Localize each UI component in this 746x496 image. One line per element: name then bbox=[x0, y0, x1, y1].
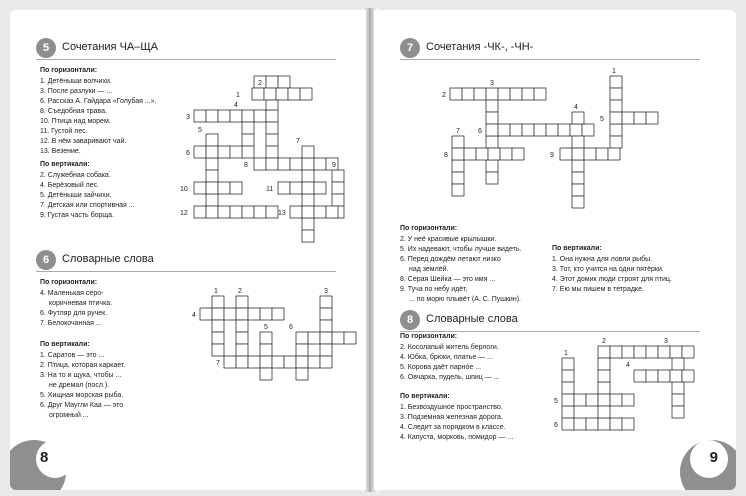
across-heading: По горизонтали: bbox=[40, 67, 98, 74]
clue: 1. Саратов — это ... bbox=[40, 352, 105, 359]
svg-text:7: 7 bbox=[216, 360, 220, 367]
clue: 9. Густая часть борща. bbox=[40, 212, 115, 219]
clue: 8. Съедобная трава. bbox=[40, 108, 107, 115]
clue: 3. Подземная железная дорога. bbox=[400, 414, 503, 421]
svg-text:1: 1 bbox=[214, 288, 218, 295]
clue: 2. Косолапый житель берлоги. bbox=[400, 344, 499, 351]
svg-text:3: 3 bbox=[490, 80, 494, 87]
svg-text:4: 4 bbox=[574, 104, 578, 111]
across-heading: По горизонтали: bbox=[40, 279, 98, 286]
section-5-title: Сочетания ЧА–ЩА bbox=[62, 41, 159, 53]
clue: 2. У неё красивые крылышки. bbox=[400, 236, 497, 243]
svg-text:3: 3 bbox=[186, 114, 190, 121]
down-heading: По вертикали: bbox=[40, 161, 90, 168]
svg-text:2: 2 bbox=[602, 338, 606, 345]
left-page bbox=[10, 10, 366, 490]
page-number-badge-left bbox=[10, 420, 80, 490]
clue: 7. Белокочанная ... bbox=[40, 320, 102, 327]
svg-text:3: 3 bbox=[664, 338, 668, 345]
svg-text:4: 4 bbox=[234, 102, 238, 109]
svg-text:6: 6 bbox=[186, 150, 190, 157]
crossword-8-grid[interactable] bbox=[374, 10, 736, 490]
clue: ... по морю плывёт (А. С. Пушкин). bbox=[409, 296, 521, 303]
section-6-header bbox=[36, 250, 336, 272]
svg-text:10: 10 bbox=[180, 186, 188, 193]
clue: огромный ... bbox=[49, 412, 89, 419]
clue: 1. Детёныши волчихи. bbox=[40, 78, 112, 85]
section-5-number: 5 bbox=[36, 38, 56, 58]
svg-text:5: 5 bbox=[264, 324, 268, 331]
section-7-title: Сочетания -ЧК-, -ЧН- bbox=[426, 41, 534, 53]
clue: 5. Их надевают, чтобы лучше видеть. bbox=[400, 246, 522, 253]
clue: 5. Хищная морская рыба. bbox=[40, 392, 124, 399]
svg-text:2: 2 bbox=[238, 288, 242, 295]
svg-text:5: 5 bbox=[554, 398, 558, 405]
svg-text:6: 6 bbox=[478, 128, 482, 135]
down-heading: По вертикали: bbox=[552, 245, 602, 252]
svg-text:8: 8 bbox=[244, 162, 248, 169]
crossword-8-cells bbox=[562, 346, 694, 430]
section-7-number: 7 bbox=[400, 38, 420, 58]
section-6-across-clues bbox=[40, 278, 112, 329]
svg-text:1: 1 bbox=[564, 350, 568, 357]
clue: 1. Она нужна для ловли рыбы. bbox=[552, 256, 653, 263]
svg-text:7: 7 bbox=[296, 138, 300, 145]
across-heading: По горизонтали: bbox=[400, 333, 458, 340]
svg-text:11: 11 bbox=[266, 186, 274, 193]
clue: 13. Везение. bbox=[40, 148, 81, 155]
clue: 11. Густой лес. bbox=[40, 128, 88, 135]
svg-text:3: 3 bbox=[324, 288, 328, 295]
clue: 7. Ею мы пишем в тетрадке. bbox=[552, 286, 644, 293]
clue: 6. Футляр для ручек. bbox=[40, 310, 108, 317]
clue: 4. Капуста, морковь, помидор — ... bbox=[400, 434, 514, 441]
clue: 6. Перед дождём летают низко bbox=[400, 256, 501, 263]
clue: 5. Корова даёт парно́е ... bbox=[400, 364, 482, 371]
clue: коричневая птичка. bbox=[49, 300, 113, 307]
clue: 6. Рассказ А. Гайдара «Голубая ...». bbox=[40, 98, 157, 105]
down-heading: По вертикали: bbox=[40, 341, 90, 348]
clue: 4. Маленькая серо- bbox=[40, 290, 104, 297]
clue: 3. На то и щука, чтобы ... bbox=[40, 372, 122, 379]
clue: 3. Тот, кто учится на одни пятёрки. bbox=[552, 266, 664, 273]
clue: 6. Овчарка, пудель, шпиц — ... bbox=[400, 374, 500, 381]
svg-text:1: 1 bbox=[612, 68, 616, 75]
right-page bbox=[374, 10, 736, 490]
clue: 5. Детёныши зайчихи. bbox=[40, 192, 112, 199]
svg-text:1: 1 bbox=[236, 92, 240, 99]
svg-text:13: 13 bbox=[278, 210, 286, 217]
page-number: 8 bbox=[40, 449, 49, 466]
svg-text:7: 7 bbox=[456, 128, 460, 135]
clue: 4. Юбка, брюки, платье — ... bbox=[400, 354, 493, 361]
svg-text:9: 9 bbox=[550, 152, 554, 159]
section-6-number: 6 bbox=[36, 250, 56, 270]
clue: 4. Берёзовый лес. bbox=[40, 182, 100, 189]
svg-text:6: 6 bbox=[289, 324, 293, 331]
down-heading: По вертикали: bbox=[400, 393, 450, 400]
clue: 12. В нём заваривают чай. bbox=[40, 138, 127, 145]
clue: 8. Серая Шейка — это имя ... bbox=[400, 276, 496, 283]
section-6-down-clues bbox=[40, 340, 125, 421]
svg-text:4: 4 bbox=[192, 312, 196, 319]
svg-text:2: 2 bbox=[258, 80, 262, 87]
svg-text:4: 4 bbox=[626, 362, 630, 369]
clue: над землёй. bbox=[409, 266, 449, 273]
svg-text:5: 5 bbox=[600, 116, 604, 123]
clue: 2. Птица, которая каркает. bbox=[40, 362, 126, 369]
clue: 3. После разлуки — ... bbox=[40, 88, 113, 95]
section-6-title: Словарные слова bbox=[62, 253, 154, 265]
svg-text:12: 12 bbox=[180, 210, 188, 217]
svg-text:6: 6 bbox=[554, 422, 558, 429]
page-number-badge-right bbox=[666, 420, 736, 490]
svg-text:5: 5 bbox=[198, 127, 202, 134]
crossword-5-cells bbox=[194, 76, 344, 242]
clue: не дремал (посл.). bbox=[49, 382, 110, 389]
clue: 9. Туча по небу идёт, bbox=[400, 286, 468, 293]
page-number: 9 bbox=[709, 449, 718, 466]
clue: 2. Служебная собака. bbox=[40, 172, 111, 179]
clue: 4. Этот домик люди строят для птиц. bbox=[552, 276, 672, 283]
clue: 4. Следит за порядком в классе. bbox=[400, 424, 506, 431]
section-8-title: Словарные слова bbox=[426, 313, 518, 325]
svg-text:8: 8 bbox=[444, 152, 448, 159]
clue: 7. Детская или спортивная ... bbox=[40, 202, 135, 209]
clue: 10. Птица над морем. bbox=[40, 118, 111, 125]
clue: 1. Безвоздушное пространство. bbox=[400, 404, 503, 411]
svg-text:9: 9 bbox=[332, 162, 336, 169]
section-8-number: 8 bbox=[400, 310, 420, 330]
clue: 6. Друг Маугли Каа — это bbox=[40, 402, 124, 409]
svg-text:2: 2 bbox=[442, 92, 446, 99]
across-heading: По горизонтали: bbox=[400, 225, 458, 232]
